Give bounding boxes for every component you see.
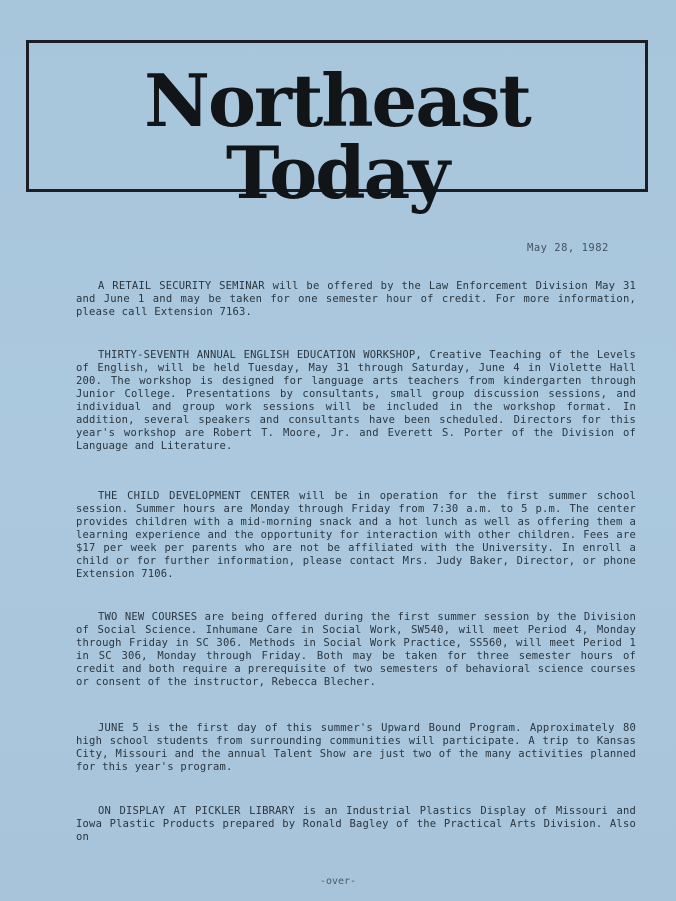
item-lead: THIRTY-SEVENTH ANNUAL ENGLISH EDUCATION WORKSHOP,	[98, 349, 422, 361]
item-body: Creative Teaching of the Levels of English, will be held Tuesday, May 31 through Saturday, June 4 in Violette Hall 200. The workshop is designed for language arts teachers from kindergarten through Junior College. Presentations by consultants, small group discussion sessions, and individual and group work sessions will be included in the workshop format. In addition, several speakers and consultants have been scheduled. Directors for this year's workshop are Robert T. Moore, Jr. and Everett S. Porter of the Division of Language and Literature.	[76, 349, 636, 452]
news-item-new-courses	[76, 611, 636, 689]
news-item-child-development	[76, 490, 636, 581]
item-body: is an Industrial Plastics Display of Missouri and Iowa Plastic Products prepared by Ronald Bagley of the Practical Arts Division. Also on	[76, 805, 637, 843]
item-body: will be in operation for the first summer school session. Summer hours are Monday through Friday from 7:30 a.m. to 5 p.m. The center provides children with a mid-morning snack and a hot lunch as well as offering them a learning experience and the opportunity for interaction with other children. Fees are $17 per week per parents who are not be affiliated with the University. In enroll a child or for further information, please contact Mrs. Judy Baker, Director, or phone Extension 7106.	[76, 490, 636, 580]
news-item-upward-bound	[76, 722, 636, 774]
item-lead: ON DISPLAY AT PICKLER LIBRARY	[98, 805, 295, 817]
item-lead: THE CHILD DEVELOPMENT CENTER	[98, 490, 290, 502]
item-body: will be offered by the Law Enforcement Division May 31 and June 1 and may be taken for one semester hour of credit. For more information, please call Extension 7163.	[76, 280, 636, 318]
item-lead: A RETAIL SECURITY SEMINAR	[98, 280, 265, 292]
item-lead: JUNE 5	[98, 722, 139, 734]
issue-date: May 28, 1982	[527, 242, 609, 254]
page-footer: -over-	[319, 876, 357, 887]
item-body: are being offered during the first summer session by the Division of Social Science. Inhumane Care in Social Work, SW540, will meet Period 4, Monday through Friday in SC 306. Methods in Social Work Practice, SS560, will meet Period 1 in SC 306, Monday through Friday. Both may be taken for three semester hours of credit and both require a prerequisite of two semesters of behavioral science courses or consent of the instructor, Rebecca Blecher.	[76, 611, 636, 688]
news-item-retail-security	[76, 280, 636, 319]
item-lead: TWO NEW COURSES	[98, 611, 198, 623]
news-item-library-display	[76, 805, 636, 844]
item-body: is the first day of this summer's Upward Bound Program. Approximately 80 high school students from surrounding communities will participate. A trip to Kansas City, Missouri and the annual Talent Show are just two of the many activities planned for this year's program.	[76, 722, 636, 773]
news-item-english-workshop	[76, 349, 636, 453]
masthead-box	[26, 40, 648, 215]
masthead-title: Northeast Today	[144, 58, 530, 215]
